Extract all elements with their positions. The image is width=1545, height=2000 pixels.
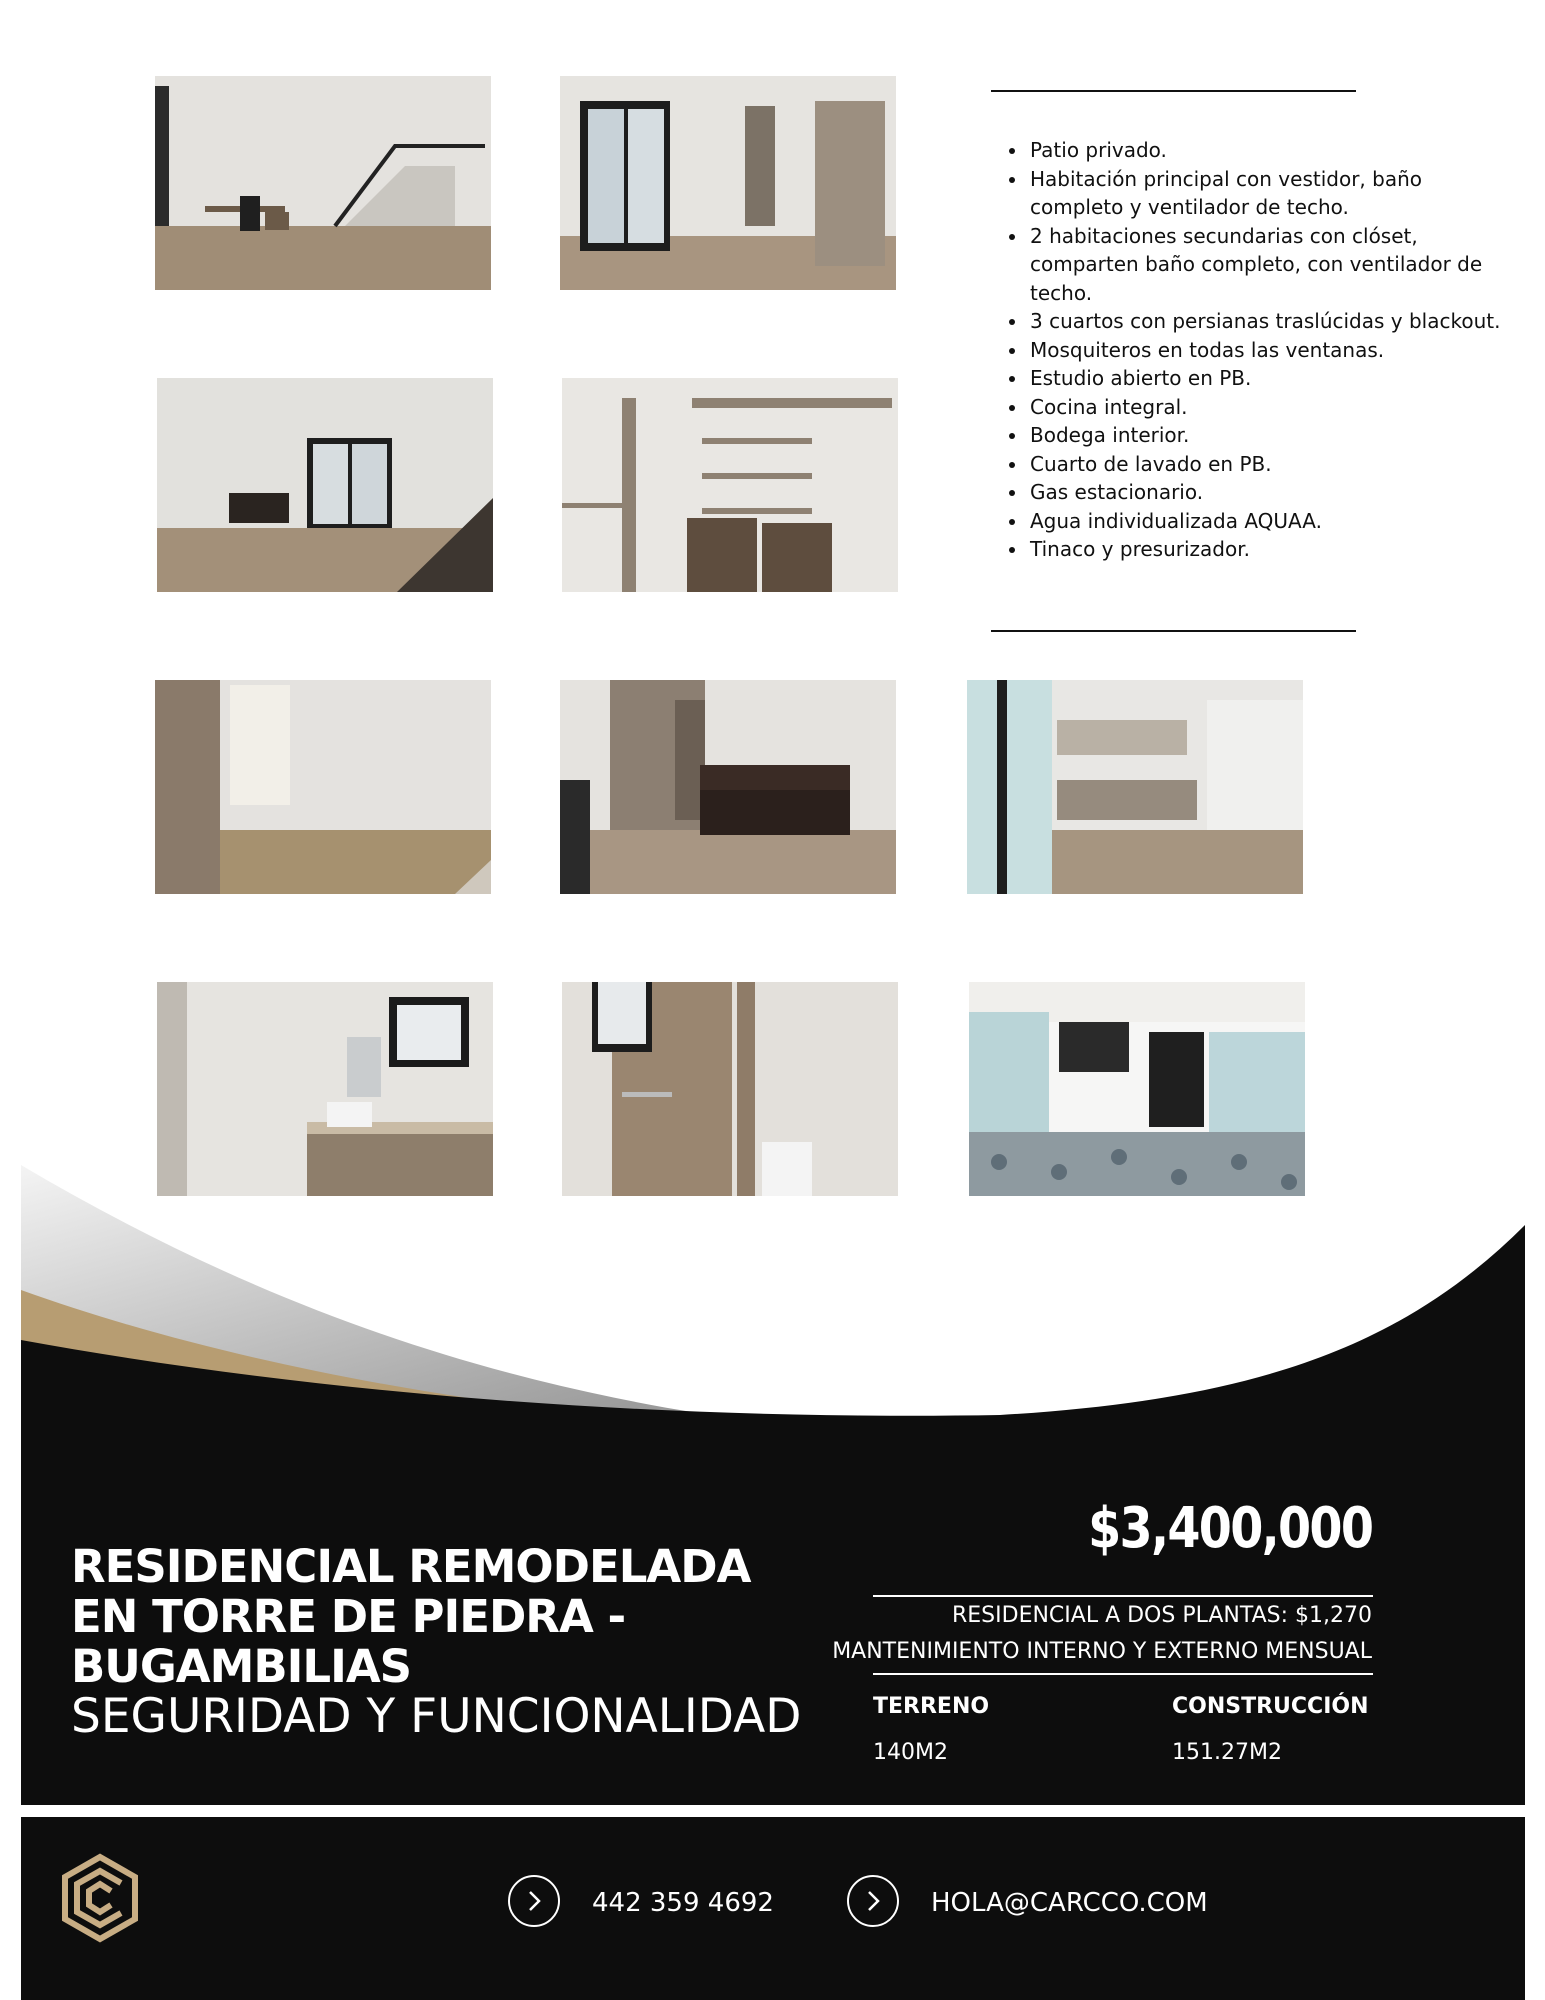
features-list [1000,136,1508,564]
phone-link-icon[interactable] [508,1875,560,1927]
email-link-icon[interactable] [847,1875,899,1927]
feature-item: • Agua individualizada AQUAA. [1028,507,1508,536]
feature-item: • Cocina integral. [1028,393,1508,422]
feature-item: • Patio privado. [1028,136,1508,165]
feature-item: • Cuarto de lavado en PB. [1028,450,1508,479]
feature-item: • Bodega interior. [1028,421,1508,450]
title-line-1: RESIDENCIAL REMODELADA [71,1540,751,1593]
listing-title [71,1542,750,1692]
photo-living-room-with-stairs [155,76,491,290]
construccion-label: CONSTRUCCIÓN [1172,1694,1369,1719]
photo-room-with-sofa-and-closet [560,680,896,894]
feature-item: • Gas estacionario. [1028,478,1508,507]
listing-subtitle: SEGURIDAD Y FUNCIONALIDAD [71,1689,802,1744]
terreno-label: TERRENO [873,1694,990,1719]
feature-item: • Tinaco y presurizador. [1028,535,1508,564]
feature-item: • Estudio abierto en PB. [1028,364,1508,393]
maintenance-line-1: RESIDENCIAL A DOS PLANTAS: $1,270 [951,1603,1372,1628]
company-logo-icon [61,1853,139,1943]
footer [21,1817,1525,2000]
title-line-2: EN TORRE DE PIEDRA - [71,1590,626,1643]
photo-bedroom-with-curtains [155,680,491,894]
price-rule [873,1595,1373,1597]
feature-item: • Mosquiteros en todas las ventanas. [1028,336,1508,365]
email-address[interactable]: HOLA@CARCCO.COM [931,1888,1208,1918]
features-bottom-rule [991,630,1356,632]
feature-item: • 2 habitaciones secundarias con clóset, comparten baño completo, con ventilador de techo. [1028,222,1508,308]
features-top-rule [991,90,1356,92]
photo-bedroom-with-sliding-door [157,378,493,592]
maintenance-line-2: MANTENIMIENTO INTERNO Y EXTERNO MENSUAL [832,1639,1372,1664]
details-rule [873,1673,1373,1675]
photo-bedroom-with-balcony-door [560,76,896,290]
construccion-value: 151.27M2 [1172,1740,1282,1765]
feature-item: • Habitación principal con vestidor, baño completo y ventilador de techo. [1028,165,1508,222]
price: $3,400,000 [1087,1496,1372,1561]
phone-number[interactable]: 442 359 4692 [592,1888,774,1918]
feature-item: • 3 cuartos con persianas traslúcidas y blackout. [1028,307,1508,336]
title-line-3: BUGAMBILIAS [71,1640,412,1693]
photo-walk-in-closet [562,378,898,592]
terreno-value: 140M2 [873,1740,948,1765]
photo-kitchen-and-dining [967,680,1303,894]
